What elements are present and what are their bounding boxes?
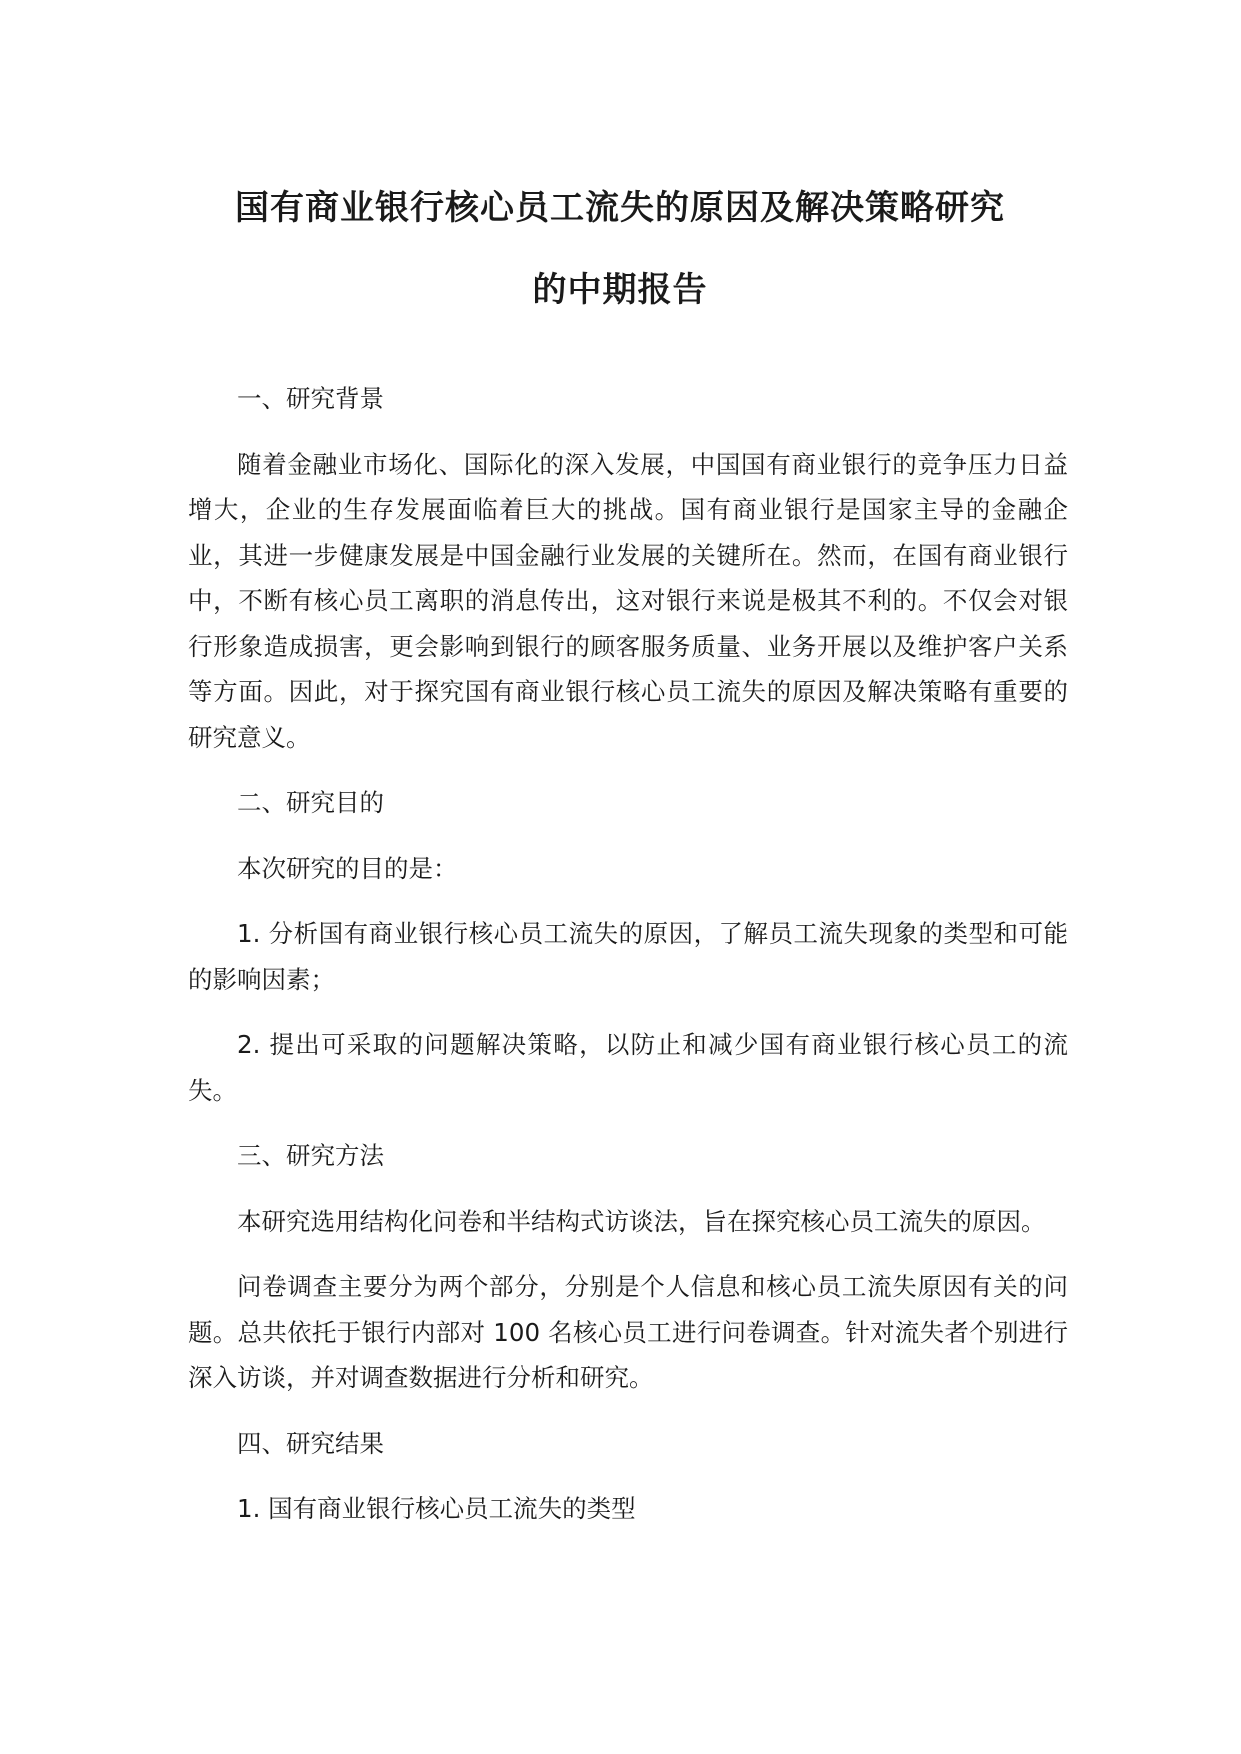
document-body [188, 376, 1068, 1552]
purpose-item-1: 1. 分析国有商业银行核心员工流失的原因，了解员工流失现象的类型和可能的影响因素； [188, 919, 1068, 994]
purpose-item-2: 2. 提出可采取的问题解决策略，以防止和减少国有商业银行核心员工的流失。 [188, 1030, 1068, 1105]
document-title-line-1: 国有商业银行核心员工流失的原因及解决策略研究 [235, 188, 1005, 228]
paragraph-background: 随着金融业市场化、国际化的深入发展，中国国有商业银行的竞争压力日益增大，企业的生存发展面临着巨大的挑战。国有商业银行是国家主导的金融企业，其进一步健康发展是中国金融行业发展的关键所在。然而，在国有商业银行中，不断有核心员工离职的消息传出，这对银行来说是极其不利的。不仅会对银行形象造成损害，更会影响到银行的顾客服务质量、业务开展以及维护客户关系等方面。因此，对于探究国有商业银行核心员工流失的原因及解决策略有重要的研究意义。 [188, 449, 1068, 752]
paragraph-purpose-intro: 本次研究的目的是： [237, 853, 458, 883]
section-heading-background: 一、研究背景 [237, 384, 384, 413]
results-item-1: 1. 国有商业银行核心员工流失的类型 [237, 1494, 636, 1523]
paragraph-method-1: 本研究选用结构化问卷和半结构式访谈法，旨在探究核心员工流失的原因。 [237, 1206, 1046, 1236]
paragraph-method-2: 问卷调查主要分为两个部分，分别是个人信息和核心员工流失原因有关的问题。总共依托于银行内部对 100 名核心员工进行问卷调查。针对流失者个别进行深入访谈，并对调查数据进行分析和研究。 [188, 1272, 1068, 1392]
section-heading-method: 三、研究方法 [237, 1141, 384, 1170]
document-title-line-2: 的中期报告 [532, 270, 708, 310]
section-heading-results: 四、研究结果 [237, 1428, 384, 1458]
section-heading-purpose: 二、研究目的 [237, 788, 384, 817]
